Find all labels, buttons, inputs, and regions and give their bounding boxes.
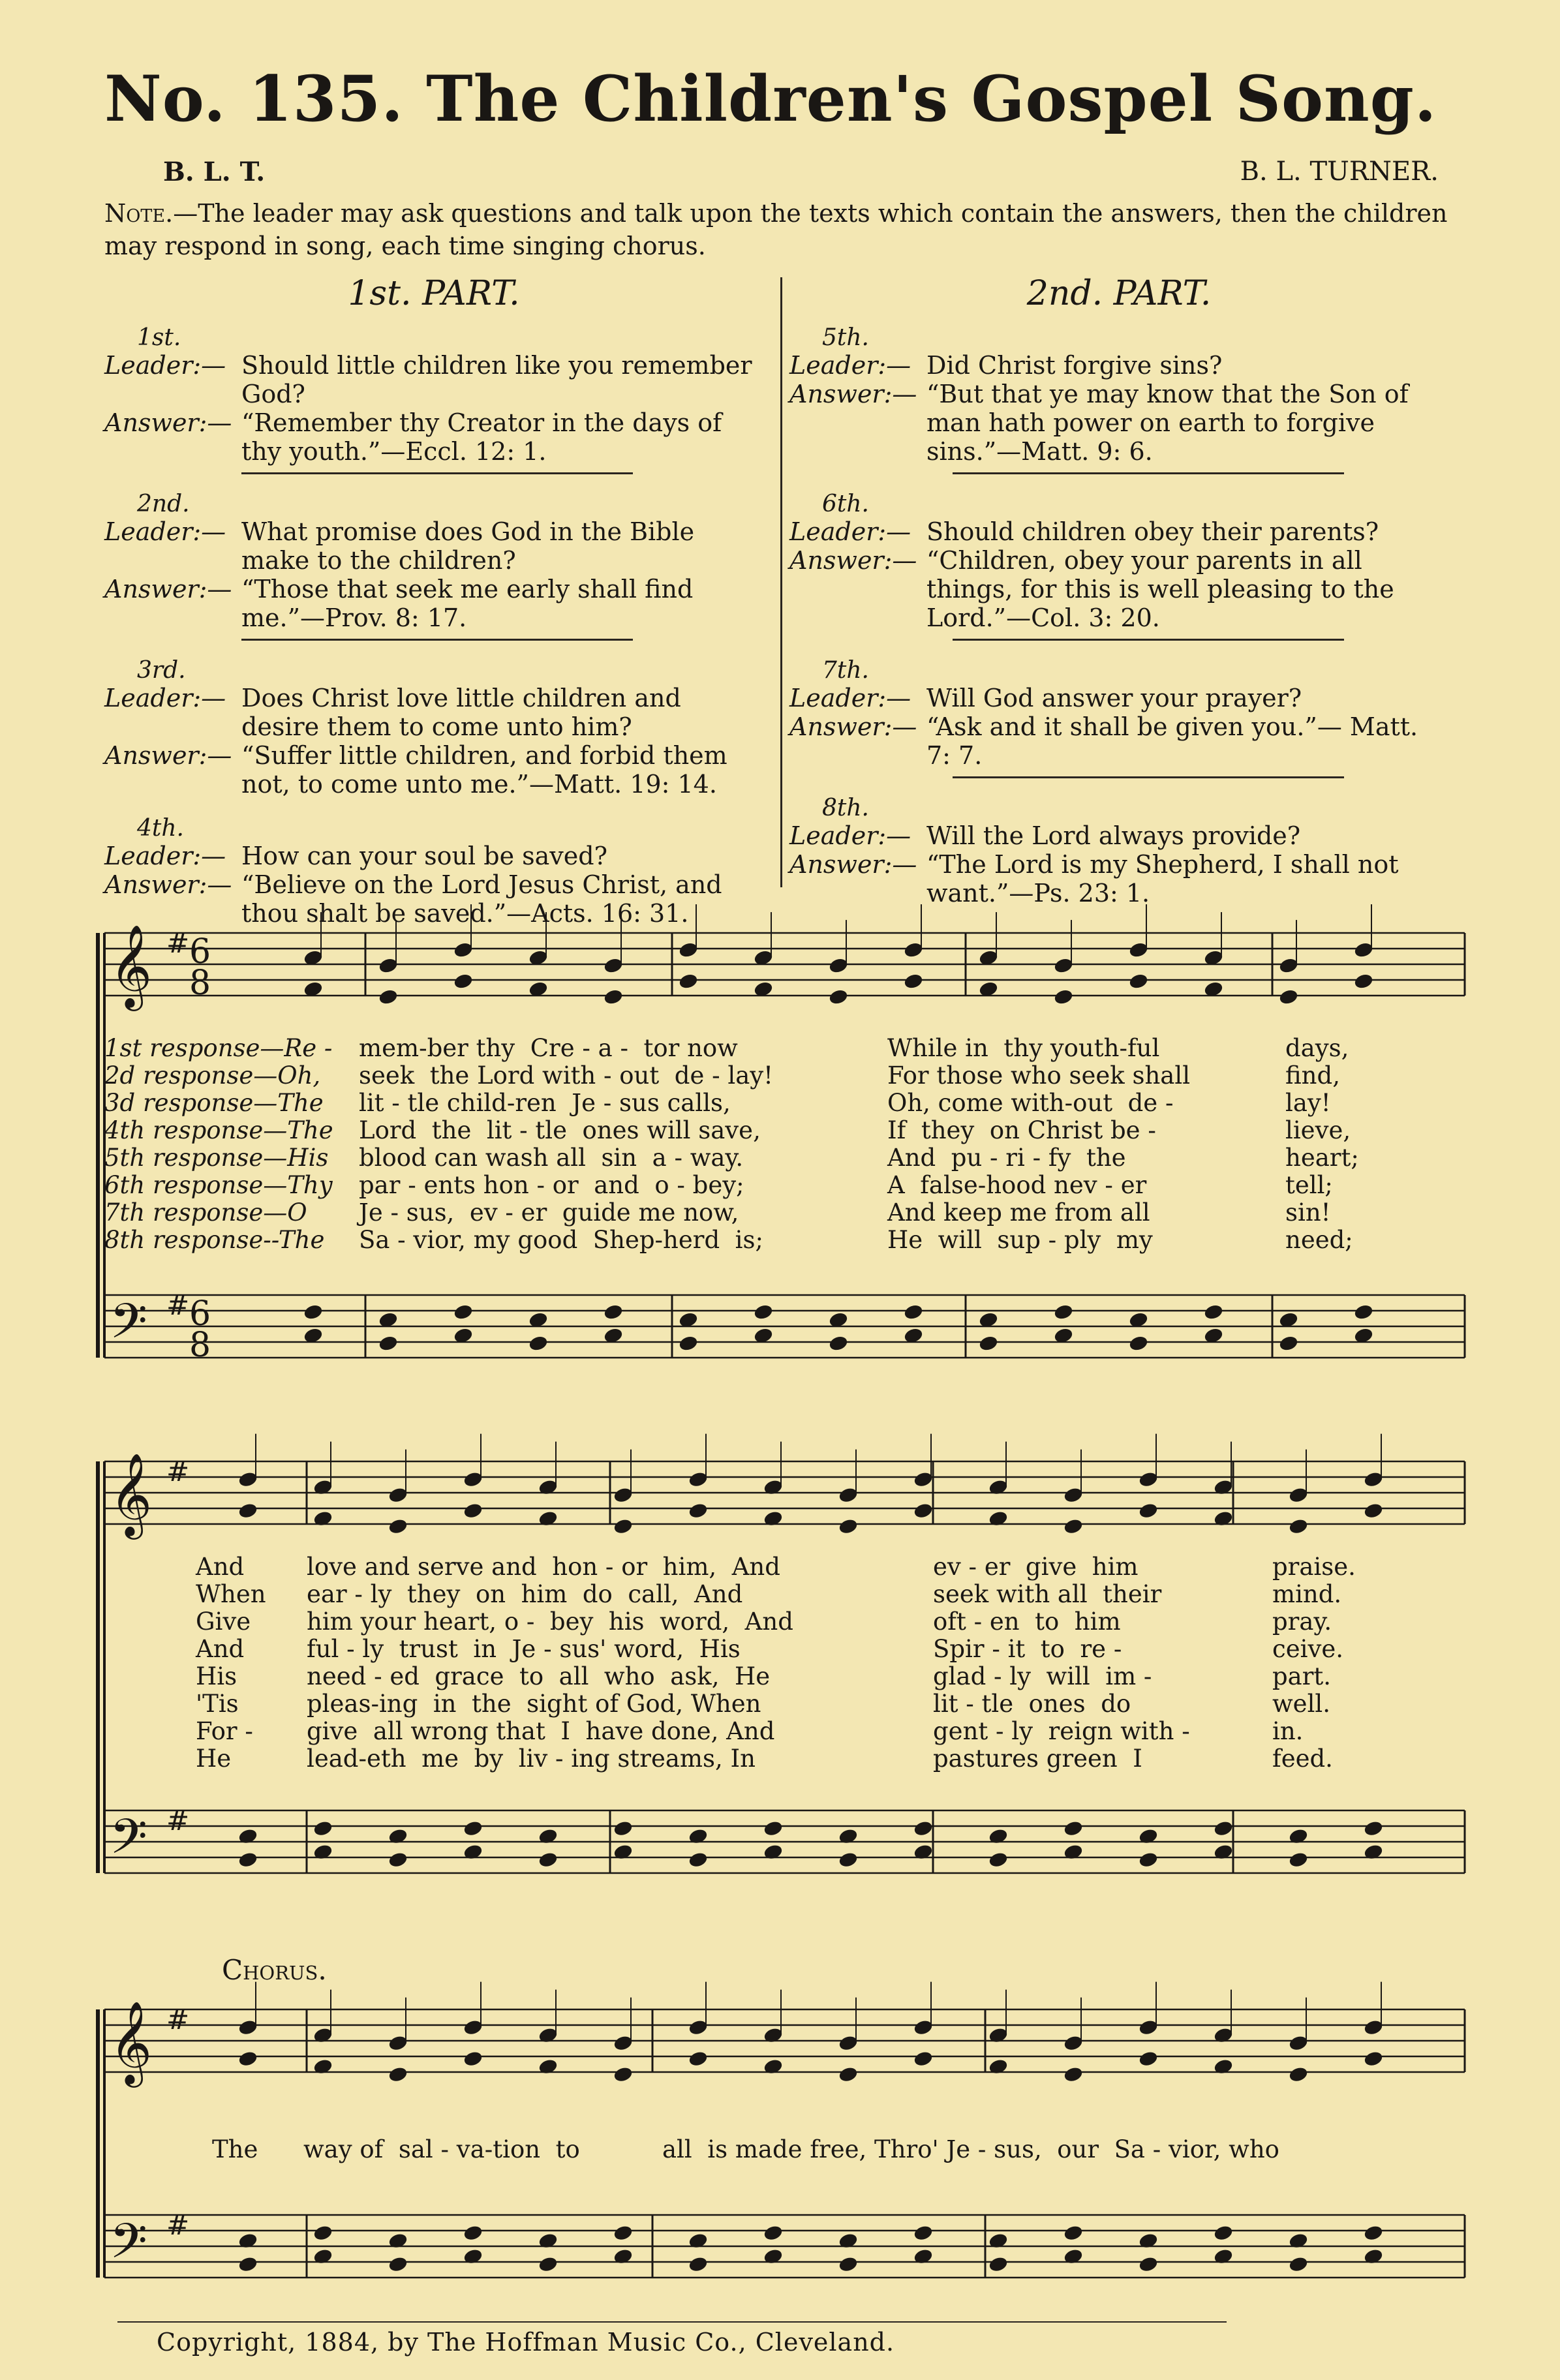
treble-note: [688, 2019, 709, 2036]
verse-line: [104, 1034, 1416, 1061]
qa-number: 1st.: [137, 324, 181, 351]
treble-note: [388, 1518, 408, 1535]
verse-lyric-segment: Lord the lit - tle ones will save,: [359, 1116, 761, 1144]
verse-lyric-segment: ful - ly trust in Je - sus' word, His: [307, 1635, 741, 1663]
answer-label: Answer:—: [104, 741, 232, 770]
bass-note: [1289, 1852, 1309, 1869]
bass-clef: 𝄢: [110, 1808, 147, 1877]
bass-note: [538, 2256, 558, 2273]
system1-lyrics: [104, 1034, 1416, 1253]
bass-note: [913, 2225, 934, 2242]
leader-label: Leader:—: [789, 351, 911, 380]
verse-pickup: 8th response--The: [104, 1226, 325, 1254]
bass-note: [303, 1304, 324, 1320]
verse-lyric-segment: seek the Lord with - out de - lay!: [359, 1061, 774, 1090]
leader-label: Leader:—: [104, 517, 226, 546]
treble-note: [904, 941, 924, 958]
bass-note: [688, 1852, 709, 1869]
bass-note: [388, 1852, 408, 1869]
verse-line: [104, 1116, 1416, 1144]
treble-note: [829, 957, 849, 974]
system2-lyrics: [196, 1553, 1390, 1772]
verse-lyric-segment: Je - sus, ev - er guide me now,: [359, 1198, 739, 1227]
verse-line: [104, 1226, 1416, 1253]
treble-note: [604, 957, 624, 974]
answer-label: Answer:—: [789, 380, 917, 408]
answer-text: “Remember thy Creator in the days of thy youth.”—Eccl. 12: 1.: [241, 408, 722, 466]
treble-note: [1364, 1503, 1384, 1519]
verse-lyric-segment: If they on Christ be -: [887, 1116, 1156, 1144]
lyricist-credit: B. L. T.: [163, 157, 266, 187]
copyright-line: Copyright, 1884, by The Hoffman Music Co., Cleveland.: [157, 2328, 895, 2357]
bass-note: [988, 2256, 1009, 2273]
treble-note: [1354, 973, 1374, 990]
verse-lyric-segment: ceive.: [1272, 1635, 1344, 1663]
treble-note: [613, 2066, 634, 2083]
verse-pickup: 4th response—The: [104, 1116, 333, 1144]
treble-clef: 𝄞: [110, 1452, 153, 1536]
bass-note: [463, 2225, 483, 2242]
treble-note: [613, 2035, 634, 2052]
verse-line: [104, 1089, 1416, 1116]
qa-number: 2nd.: [137, 491, 190, 517]
treble-note: [1364, 2019, 1384, 2036]
verse-lyric-segment: feed.: [1272, 1745, 1333, 1773]
verse-pickup: For -: [196, 1717, 253, 1745]
bass-note: [763, 2225, 784, 2242]
treble-note: [1289, 1487, 1309, 1504]
treble-note: [1289, 2066, 1309, 2083]
time-signature-top: 6: [189, 1294, 211, 1334]
treble-note: [1364, 2051, 1384, 2067]
treble-note: [838, 1487, 859, 1504]
time-signature-top: 6: [189, 932, 211, 971]
leader-label: Leader:—: [789, 517, 911, 546]
treble-note: [1063, 2066, 1084, 2083]
treble-note: [913, 2019, 934, 2036]
treble-note: [378, 957, 399, 974]
verse-lyric-segment: blood can wash all sin a - way.: [359, 1144, 744, 1172]
answer-text: “Believe on the Lord Jesus Christ, and thou shalt be saved.”—Acts. 16: 31.: [241, 870, 722, 928]
treble-note: [238, 1471, 258, 1488]
bass-note: [1054, 1304, 1074, 1320]
bass-note: [313, 1820, 333, 1837]
verse-lyric-segment: lay!: [1285, 1089, 1331, 1117]
treble-note: [838, 2066, 859, 2083]
answer-label: Answer:—: [789, 850, 917, 879]
verse-line: [196, 1635, 1390, 1662]
composer-credit: B. L. TURNER.: [1240, 157, 1439, 187]
verse-line: [196, 1662, 1390, 1690]
bass-note: [979, 1335, 999, 1352]
leader-question: Will God answer your prayer?: [926, 684, 1302, 712]
verse-lyric-segment: need - ed grace to all who ask, He: [307, 1662, 771, 1690]
leader-question: How can your soul be saved?: [241, 842, 607, 870]
treble-note: [238, 2019, 258, 2036]
verse-lyric-segment: lit - tle child-ren Je - sus calls,: [359, 1089, 731, 1117]
part-heading: 2nd. PART.: [1026, 274, 1212, 313]
treble-note: [1279, 988, 1299, 1005]
verse-lyric-segment: need;: [1285, 1226, 1353, 1254]
verse-lyric-segment: sin!: [1285, 1198, 1331, 1227]
treble-note: [1054, 957, 1074, 974]
verse-lyric-segment: ear - ly they on him do call, And: [307, 1580, 743, 1608]
chorus-lyrics: [212, 2135, 1279, 2163]
bass-note: [538, 1852, 558, 1869]
verse-pickup: 2d response—Oh,: [104, 1061, 321, 1090]
key-signature-sharp: #: [166, 927, 190, 959]
chorus-lyric-segment: way of sal - va-tion to: [303, 2135, 580, 2163]
bass-note: [1063, 1820, 1084, 1837]
bass-note: [679, 1335, 699, 1352]
verse-lyric-segment: oft - en to him: [933, 1608, 1121, 1636]
bass-note: [1364, 2225, 1384, 2242]
bass-note: [913, 1820, 934, 1837]
answer-text: “Suffer little children, and forbid them not, to come unto me.”—Matt. 19: 14.: [241, 741, 727, 799]
qa-number: 3rd.: [137, 657, 186, 684]
qa-number: 7th.: [822, 657, 869, 684]
verse-lyric-segment: part.: [1272, 1662, 1332, 1690]
verse-lyric-segment: mind.: [1272, 1580, 1342, 1608]
verse-pickup: 6th response—Thy: [104, 1171, 333, 1199]
note-text: —The leader may ask questions and talk upon the texts which contain the answers, then the children may respond in song, each time singing chorus.: [104, 199, 1448, 260]
treble-note: [613, 1487, 634, 1504]
verse-lyric-segment: in.: [1272, 1717, 1304, 1745]
bass-note: [688, 2256, 709, 2273]
treble-note: [1139, 2019, 1159, 2036]
chorus-heading: Chorus.: [222, 1954, 327, 1986]
verse-lyric-segment: For those who seek shall: [887, 1061, 1191, 1090]
treble-note: [453, 973, 474, 990]
verse-lyric-segment: And keep me from all: [887, 1198, 1150, 1227]
answer-label: Answer:—: [104, 575, 232, 603]
treble-note: [1354, 941, 1374, 958]
treble-note: [688, 1471, 709, 1488]
verse-lyric-segment: well.: [1272, 1690, 1330, 1718]
treble-clef: 𝄞: [110, 924, 153, 1007]
verse-line: [196, 1745, 1390, 1772]
bass-note: [604, 1304, 624, 1320]
qa-number: 8th.: [822, 795, 869, 821]
bass-note: [238, 1852, 258, 1869]
bass-note: [838, 1852, 859, 1869]
verse-line: [104, 1061, 1416, 1089]
verse-pickup: And: [196, 1553, 245, 1581]
bass-note: [1214, 2225, 1234, 2242]
treble-note: [453, 941, 474, 958]
treble-note: [238, 2051, 258, 2067]
verse-lyric-segment: praise.: [1272, 1553, 1356, 1581]
treble-note: [388, 2066, 408, 2083]
qa-number: 4th.: [137, 815, 184, 842]
verse-lyric-segment: days,: [1285, 1034, 1349, 1062]
treble-note: [388, 2035, 408, 2052]
treble-note: [1139, 1503, 1159, 1519]
treble-note: [238, 1503, 258, 1519]
bass-note: [1063, 2225, 1084, 2242]
verse-pickup: 1st response—Re -: [104, 1034, 333, 1062]
answer-label: Answer:—: [789, 712, 917, 741]
treble-clef: 𝄞: [110, 2000, 153, 2084]
time-signature-bottom: 8: [189, 1326, 211, 1365]
time-signature-bottom: 8: [189, 964, 211, 1003]
leader-label: Leader:—: [789, 684, 911, 712]
verse-pickup: His: [196, 1662, 237, 1690]
treble-note: [1063, 1487, 1084, 1504]
answer-text: “But that ye may know that the Son of man hath power on earth to forgive sins.”—Matt. 9: 6.: [926, 380, 1409, 466]
verse-lyric-segment: him your heart, o - bey his word, And: [307, 1608, 793, 1636]
verse-lyric-segment: heart;: [1285, 1144, 1359, 1172]
bass-note: [388, 2256, 408, 2273]
verse-line: [196, 1553, 1390, 1580]
verse-lyric-segment: tell;: [1285, 1171, 1333, 1199]
bass-note: [838, 2256, 859, 2273]
verse-pickup: 7th response—O: [104, 1198, 307, 1227]
leader-question: Should little children like you remember God?: [241, 351, 752, 408]
treble-note: [1279, 957, 1299, 974]
bass-note: [1354, 1304, 1374, 1320]
verse-lyric-segment: lieve,: [1285, 1116, 1351, 1144]
treble-note: [913, 1503, 934, 1519]
qa-number: 5th.: [822, 324, 869, 351]
treble-note: [463, 1503, 483, 1519]
verse-lyric-segment: lit - tle ones do: [933, 1690, 1131, 1718]
treble-note: [1054, 988, 1074, 1005]
verse-lyric-segment: Oh, come with-out de -: [887, 1089, 1174, 1117]
chorus-lyric-segment: all is made free, Thro' Je - sus, our Sa - vior, who: [662, 2135, 1279, 2163]
key-signature-sharp: #: [166, 1289, 190, 1321]
bass-note: [528, 1335, 549, 1352]
key-signature-sharp: #: [166, 2004, 190, 2036]
bass-note: [463, 1820, 483, 1837]
verse-lyric-segment: ev - er give him: [933, 1553, 1139, 1581]
treble-note: [1139, 1471, 1159, 1488]
answer-label: Answer:—: [789, 546, 917, 575]
bass-note: [1214, 1820, 1234, 1837]
treble-note: [1063, 1518, 1084, 1535]
answer-label: Answer:—: [104, 870, 232, 899]
qa-number: 6th.: [822, 491, 869, 517]
treble-note: [378, 988, 399, 1005]
bass-note: [1279, 1335, 1299, 1352]
bass-note: [1139, 1852, 1159, 1869]
treble-note: [463, 1471, 483, 1488]
treble-note: [838, 1518, 859, 1535]
leader-label: Leader:—: [104, 684, 226, 712]
bass-note: [1129, 1335, 1149, 1352]
treble-note: [913, 1471, 934, 1488]
bass-note: [904, 1304, 924, 1320]
verse-lyric-segment: love and serve and hon - or him, And: [307, 1553, 780, 1581]
answer-text: “Those that seek me early shall find me.”—Prov. 8: 17.: [241, 575, 694, 632]
treble-note: [613, 1518, 634, 1535]
verse-lyric-segment: He will sup - ply my: [887, 1226, 1153, 1254]
verse-line: [104, 1144, 1416, 1171]
answer-text: “Children, obey your parents in all things, for this is well pleasing to the Lord.”—Col. 3: 20.: [926, 546, 1394, 632]
verse-line: [104, 1171, 1416, 1198]
treble-note: [463, 2019, 483, 2036]
bass-note: [1289, 2256, 1309, 2273]
verse-line: [196, 1608, 1390, 1635]
verse-lyric-segment: A false-hood nev - er: [887, 1171, 1147, 1199]
verse-pickup: Give: [196, 1608, 251, 1636]
treble-note: [604, 988, 624, 1005]
treble-note: [904, 973, 924, 990]
bass-clef: 𝄢: [110, 2213, 147, 2281]
treble-note: [1129, 973, 1149, 990]
verse-lyric-segment: gent - ly reign with -: [933, 1717, 1190, 1745]
bass-note: [1364, 1820, 1384, 1837]
answer-label: Answer:—: [104, 408, 232, 437]
verse-pickup: 'Tis: [196, 1690, 239, 1718]
verse-line: [196, 1580, 1390, 1608]
treble-note: [913, 2051, 934, 2067]
treble-note: [463, 2051, 483, 2067]
bass-note: [988, 1852, 1009, 1869]
leader-question: Does Christ love little children and desire them to come unto him?: [241, 684, 681, 741]
note-label: Note.: [104, 199, 174, 228]
key-signature-sharp: #: [166, 2209, 190, 2241]
verse-lyric-segment: lead-eth me by liv - ing streams, In: [307, 1745, 756, 1773]
page-title: No. 135. The Children's Gospel Song.: [104, 62, 1437, 136]
treble-note: [1139, 2051, 1159, 2067]
leader-label: Leader:—: [104, 351, 226, 380]
bass-note: [754, 1304, 774, 1320]
bass-note: [1204, 1304, 1224, 1320]
treble-note: [1289, 1518, 1309, 1535]
treble-note: [838, 2035, 859, 2052]
treble-note: [679, 973, 699, 990]
bass-note: [763, 1820, 784, 1837]
verse-line: [104, 1198, 1416, 1226]
leader-question: Did Christ forgive sins?: [926, 351, 1223, 380]
answer-text: “Ask and it shall be given you.”— Matt. 7: 7.: [926, 712, 1418, 770]
leader-question: Will the Lord always provide?: [926, 821, 1301, 850]
part-heading: 1st. PART.: [348, 274, 520, 313]
bass-note: [613, 1820, 634, 1837]
treble-note: [388, 1487, 408, 1504]
treble-note: [688, 2051, 709, 2067]
verse-lyric-segment: seek with all their: [933, 1580, 1162, 1608]
verse-lyric-segment: give all wrong that I have done, And: [307, 1717, 775, 1745]
treble-note: [679, 941, 699, 958]
key-signature-sharp: #: [166, 1456, 190, 1488]
verse-lyric-segment: mem-ber thy Cre - a - tor now: [359, 1034, 738, 1062]
bass-note: [613, 2225, 634, 2242]
verse-line: [196, 1717, 1390, 1745]
leader-label: Leader:—: [104, 842, 226, 870]
treble-note: [829, 988, 849, 1005]
treble-note: [1364, 1471, 1384, 1488]
treble-note: [1289, 2035, 1309, 2052]
answer-text: “The Lord is my Shepherd, I shall not want.”—Ps. 23: 1.: [926, 850, 1399, 908]
bass-note: [1139, 2256, 1159, 2273]
verse-lyric-segment: Sa - vior, my good Shep-herd is;: [359, 1226, 763, 1254]
treble-note: [1063, 2035, 1084, 2052]
verse-lyric-segment: Spir - it to re -: [933, 1635, 1122, 1663]
verse-pickup: 5th response—His: [104, 1144, 329, 1172]
leader-question: What promise does God in the Bible make to the children?: [241, 517, 695, 575]
bass-note: [829, 1335, 849, 1352]
key-signature-sharp: #: [166, 1805, 190, 1837]
bass-note: [378, 1335, 399, 1352]
treble-note: [1129, 941, 1149, 958]
bass-note: [313, 2225, 333, 2242]
bass-note: [453, 1304, 474, 1320]
verse-lyric-segment: find,: [1285, 1061, 1340, 1090]
verse-lyric-segment: While in thy youth-ful: [887, 1034, 1160, 1062]
verse-pickup: 3d response—The: [104, 1089, 324, 1117]
verse-pickup: And: [196, 1635, 245, 1663]
verse-lyric-segment: pleas-ing in the sight of God, When: [307, 1690, 761, 1718]
verse-pickup: He: [196, 1745, 232, 1773]
verse-pickup: When: [196, 1580, 266, 1608]
bass-clef: 𝄢: [110, 1293, 147, 1362]
verse-lyric-segment: And pu - ri - fy the: [887, 1144, 1126, 1172]
leader-label: Leader:—: [789, 821, 911, 850]
verse-lyric-segment: pray.: [1272, 1608, 1332, 1636]
verse-lyric-segment: pastures green I: [933, 1745, 1142, 1773]
leader-question: Should children obey their parents?: [926, 517, 1379, 546]
chorus-pickup: The: [212, 2135, 258, 2163]
treble-note: [688, 1503, 709, 1519]
verse-lyric-segment: par - ents hon - or and o - bey;: [359, 1171, 744, 1199]
footer-rule: [117, 2321, 1227, 2323]
verse-line: [196, 1690, 1390, 1717]
verse-lyric-segment: glad - ly will im -: [933, 1662, 1152, 1690]
bass-note: [238, 2256, 258, 2273]
